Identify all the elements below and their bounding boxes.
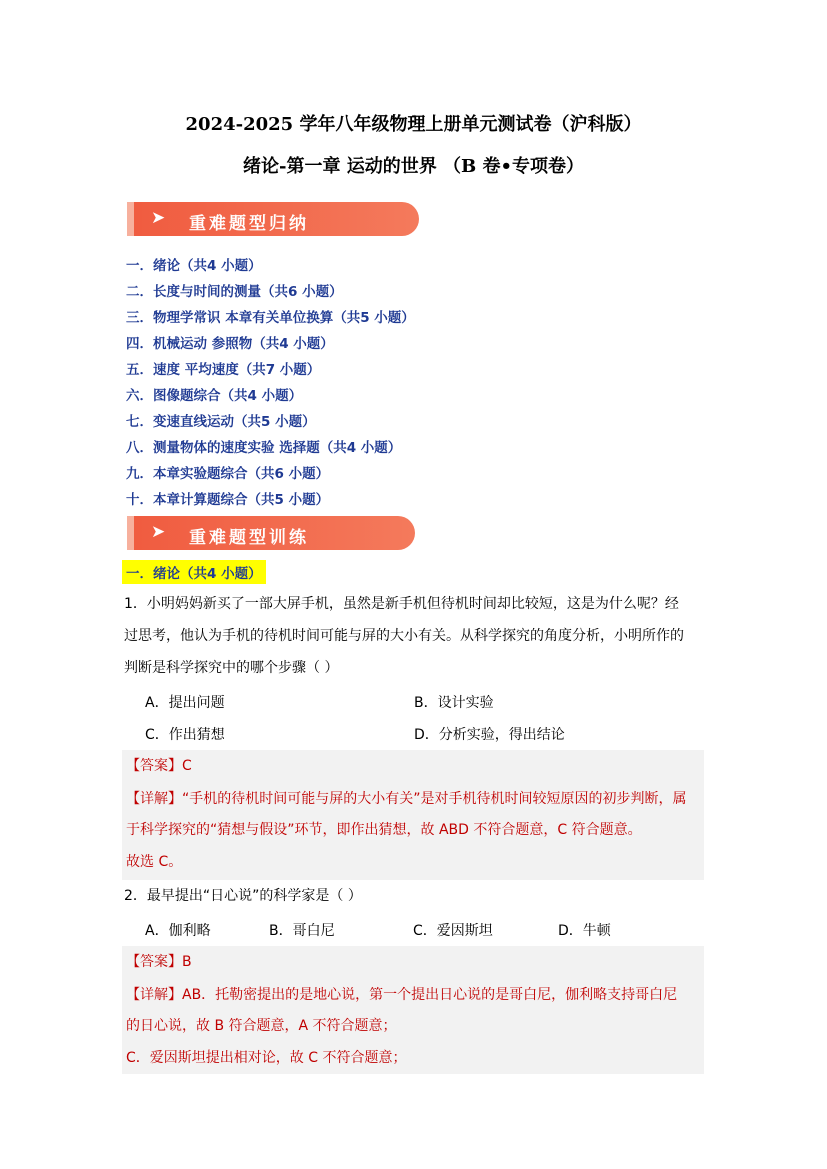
topic-item: 十．本章计算题综合（共5 小题） xyxy=(126,492,330,508)
topic-item: 三．物理学常识 本章有关单位换算（共5 小题） xyxy=(126,310,415,326)
stem-line: 过思考，他认为手机的待机时间可能与屏的大小有关。从科学探究的角度分析，小明所作的 xyxy=(124,628,684,644)
topic-item: 九．本章实验题综合（共6 小题） xyxy=(126,466,330,482)
answer-label: 【答案】B xyxy=(126,954,192,970)
question-1-stem xyxy=(124,588,704,684)
topic-item: 七．变速直线运动（共5 小题） xyxy=(126,414,316,430)
option-a: A．提出问题 xyxy=(145,695,225,711)
topic-item: 二．长度与时间的测量（共6 小题） xyxy=(126,284,343,300)
detail-line: 于科学探究的“猜想与假设”环节，即作出猜想，故 ABD 不符合题意，C 符合题意。 xyxy=(126,822,642,838)
topic-item: 六．图像题综合（共4 小题） xyxy=(126,388,303,404)
answer-box-1 xyxy=(122,750,704,880)
stem-line: 判断是科学探究中的哪个步骤（ ） xyxy=(124,660,339,676)
topic-list xyxy=(126,253,415,513)
option-c: C．作出猜想 xyxy=(145,727,225,743)
banner-training-label: 重难题型训练 xyxy=(189,528,309,548)
arrow-icon: ➤ xyxy=(151,208,169,228)
option-c: C．爱因斯坦 xyxy=(413,923,493,939)
banner-stripe xyxy=(127,202,134,236)
page-subtitle: 绪论-第一章 运动的世界 （B 卷•专项卷） xyxy=(243,156,584,177)
detail-line: 故选 C。 xyxy=(126,854,183,870)
arrow-icon: ➤ xyxy=(151,522,169,542)
stem-line: 1．小明妈妈新买了一部大屏手机，虽然是新手机但待机时间却比较短，这是为什么呢？经 xyxy=(124,596,679,612)
detail-line: 的日心说，故 B 符合题意，A 不符合题意； xyxy=(126,1018,397,1034)
answer-box-2 xyxy=(122,946,704,1074)
page-title: 2024-2025 学年八年级物理上册单元测试卷（沪科版） xyxy=(185,114,642,135)
detail-line: 【详解】AB．托勒密提出的是地心说，第一个提出日心说的是哥白尼，伽利略支持哥白尼 xyxy=(126,987,678,1003)
section-heading: 一．绪论（共4 小题） xyxy=(122,560,266,584)
banner-summary xyxy=(127,202,419,236)
banner-training xyxy=(127,516,415,550)
option-b: B．设计实验 xyxy=(414,695,494,711)
banner-stripe xyxy=(127,516,134,550)
answer-label: 【答案】C xyxy=(126,758,192,774)
detail-line: C．爱因斯坦提出相对论，故 C 不符合题意； xyxy=(126,1050,407,1066)
topic-item: 四．机械运动 参照物（共4 小题） xyxy=(126,336,334,352)
topic-item: 五．速度 平均速度（共7 小题） xyxy=(126,362,321,378)
option-a: A．伽利略 xyxy=(145,923,211,939)
option-d: D．牛顿 xyxy=(558,923,611,939)
detail-line: 【详解】“手机的待机时间可能与屏的大小有关”是对手机待机时间较短原因的初步判断，属 xyxy=(126,791,687,807)
option-d: D．分析实验，得出结论 xyxy=(414,727,565,743)
topic-item: 八．测量物体的速度实验 选择题（共4 小题） xyxy=(126,440,402,456)
topic-item: 一．绪论（共4 小题） xyxy=(126,258,262,274)
question-2-stem: 2．最早提出“日心说”的科学家是（ ） xyxy=(124,888,362,904)
option-b: B．哥白尼 xyxy=(269,923,335,939)
banner-summary-label: 重难题型归纳 xyxy=(189,214,309,234)
